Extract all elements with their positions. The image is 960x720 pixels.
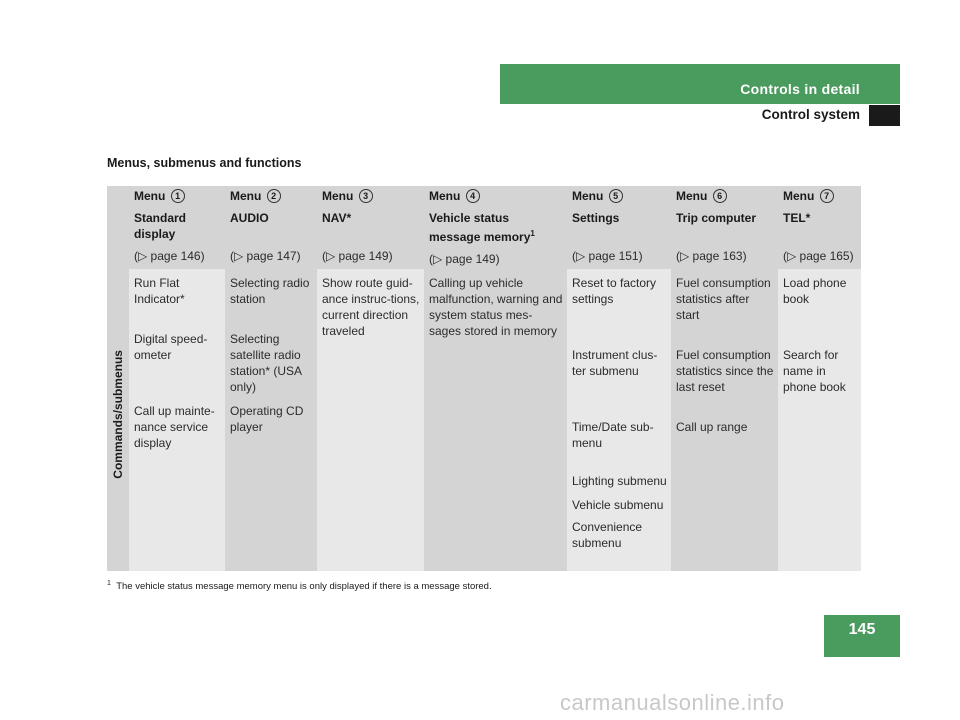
list-item: Call up mainte-nance service display [134,404,215,450]
list-item: Fuel consumption statistics after start [676,276,771,322]
header-bar [500,64,900,104]
menu-table [107,186,861,571]
menu-3-items [317,269,424,571]
list-item: Convenience submenu [572,520,643,550]
list-item: Show route guid-ance instruc-tions, current direction traveled [322,276,420,338]
number-7-icon: 7 [820,189,834,203]
footnote: $^1$ The vehicle status message memory menu is only displayed if there is a message stored. [107,580,492,593]
header-marker [869,105,900,126]
number-4-icon: 4 [466,189,480,203]
section-heading: Controls in detail [740,81,860,97]
menu-7-items [778,269,861,571]
subsection-heading: Control system [761,107,860,122]
number-2-icon: 2 [267,189,281,203]
list-item: Vehicle submenu [572,498,664,512]
page-title: Menus, submenus and functions [107,156,302,170]
menu-5-header: Menu 5 Settings (▷ page 151) [567,186,671,269]
number-5-icon: 5 [609,189,623,203]
menu-6-items [671,269,778,571]
menu-2-header: Menu 2 AUDIO (▷ page 147) [225,186,317,269]
watermark: carmanualsonline.info [560,690,785,715]
page-number: 145 [848,621,876,638]
list-item: Digital speed-ometer [134,332,208,362]
menu-2-items [225,269,317,571]
menu-3-header: Menu 3 NAV* (▷ page 149) [317,186,424,269]
menu-4-items [424,269,567,571]
menu-header-row [107,186,861,269]
menu-6-header: Menu 6 Trip computer (▷ page 163) [671,186,778,269]
list-item: Run Flat Indicator* [134,276,185,306]
list-item: Selecting radio station [230,276,310,306]
list-item: Lighting submenu [572,474,667,488]
list-item: Fuel consumption statistics since the last reset [676,348,774,394]
list-item: Selecting satellite radio station* (USA only) [230,332,302,394]
list-item: Time/Date sub-menu [572,420,654,450]
list-item: Load phone book [783,276,847,306]
list-item: Search for name in phone book [783,348,846,394]
number-3-icon: 3 [359,189,373,203]
menu-items-row [107,269,861,571]
list-item: Calling up vehicle malfunction, warning and system status mes-sages stored in memory [429,276,563,338]
list-item: Call up range [676,420,748,434]
menu-1-header: Menu 1 Standard display (▷ page 146) [129,186,225,269]
page-number-box [824,615,900,657]
number-6-icon: 6 [713,189,727,203]
list-item: Reset to factory settings [572,276,657,306]
menu-5-items [567,269,671,571]
menu-4-header: Menu 4 Vehicle status message memory$^1$ (▷ page 149) [424,186,567,269]
commands-side-label: Commands/submenus [111,350,125,479]
list-item: Instrument clus-ter submenu [572,348,658,378]
number-1-icon: 1 [171,189,185,203]
list-item: Operating CD player [230,404,304,434]
menu-1-items [129,269,225,571]
menu-7-header: Menu 7 TEL* (▷ page 165) [778,186,861,269]
